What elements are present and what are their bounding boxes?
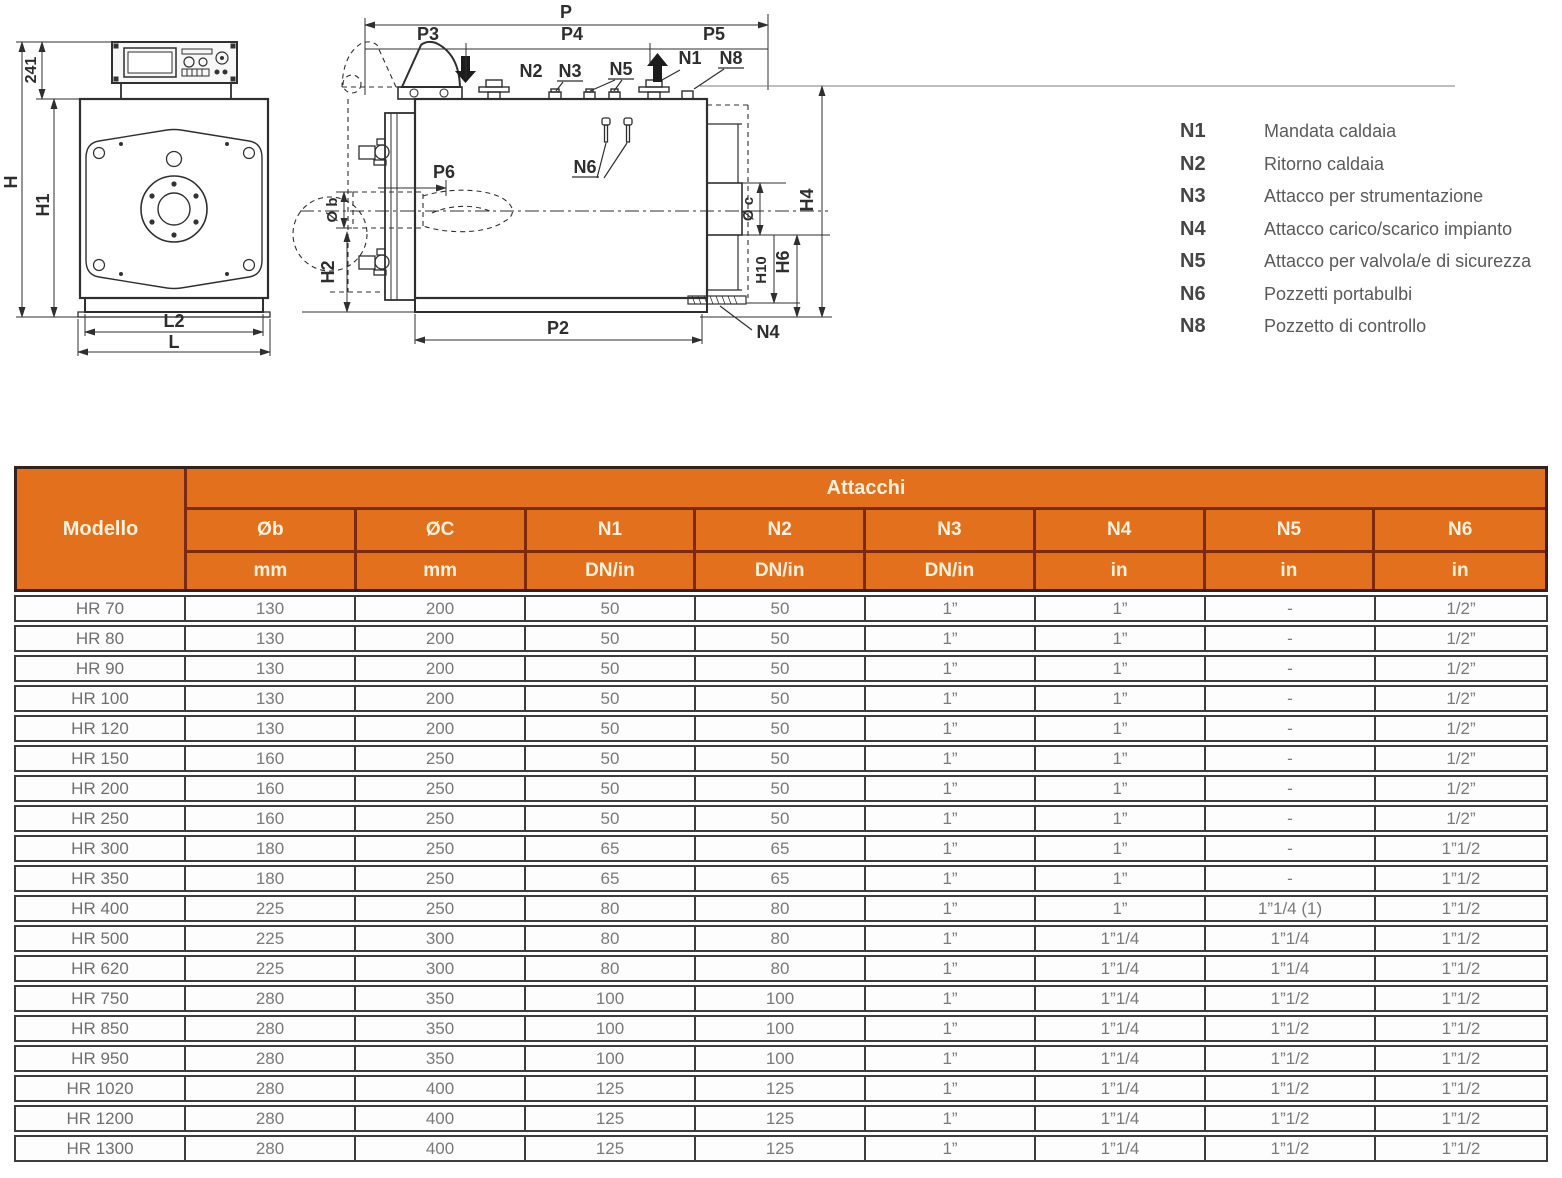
value-cell: 1”	[866, 927, 1036, 950]
value-cell: -	[1206, 597, 1376, 620]
value-cell: 50	[696, 717, 866, 740]
legend-label: Ritorno caldaia	[1264, 153, 1385, 174]
col-header-n6: N6	[1447, 519, 1473, 540]
value-cell: 1/2”	[1446, 779, 1476, 798]
port-N6-label: N6	[573, 157, 597, 177]
model-cell: HR 850	[16, 1017, 186, 1040]
value-cell: 300	[356, 957, 526, 980]
value-cell: 250	[356, 747, 526, 770]
dim-P: P	[559, 2, 573, 22]
value-cell: -	[1206, 747, 1376, 770]
value-cell: 1”1/4	[1206, 927, 1376, 950]
model-cell: HR 200	[16, 777, 186, 800]
table-row	[14, 745, 1548, 772]
value-cell: -	[1206, 627, 1376, 650]
value-cell: 1”1/4	[1036, 927, 1206, 950]
value-cell: 250	[356, 837, 526, 860]
value-cell: 200	[356, 627, 526, 650]
value-cell: 100	[696, 1047, 866, 1070]
legend-label: Pozzetti portabulbi	[1264, 283, 1413, 304]
flue-outlet	[707, 183, 742, 235]
value-cell: 1”	[866, 597, 1036, 620]
connections-table	[14, 466, 1548, 1162]
value-cell: 50	[696, 657, 866, 680]
value-cell: 350	[356, 1047, 526, 1070]
value-cell: 1”	[866, 1047, 1036, 1070]
value-cell: 80	[526, 957, 696, 980]
value-cell: 65	[696, 837, 866, 860]
value-cell: 130	[186, 627, 356, 650]
dim-P2: P2	[546, 318, 570, 338]
value-cell: 125	[696, 1137, 866, 1160]
legend-label: Pozzetto di controllo	[1264, 316, 1427, 336]
value-cell: 1”1/4	[1036, 1047, 1206, 1070]
legend-item-n8	[1180, 315, 1531, 337]
table-row	[14, 955, 1548, 982]
value-cell: 1”	[866, 657, 1036, 680]
value-cell: 1”	[866, 627, 1036, 650]
value-cell: 1”	[866, 897, 1036, 920]
value-cell: -	[1206, 777, 1376, 800]
value-cell: 1”1/2	[1441, 869, 1481, 888]
value-cell: 280	[186, 1077, 356, 1100]
value-cell: 200	[356, 717, 526, 740]
value-cell: 200	[356, 687, 526, 710]
table-row	[14, 805, 1548, 832]
value-cell: 1”	[1036, 717, 1206, 740]
value-cell: 225	[186, 897, 356, 920]
col-unit-6: in	[1206, 553, 1376, 589]
value-cell: 1”1/4 (1)	[1206, 897, 1376, 920]
legend-label: Attacco per strumentazione	[1264, 186, 1484, 206]
dim-Ob: Ø b	[324, 197, 341, 223]
top-connections	[479, 80, 693, 99]
value-cell: 400	[356, 1077, 526, 1100]
col-unit-3: DN/in	[696, 553, 866, 589]
legend-item-n5	[1180, 250, 1531, 272]
legend-code: N2	[1180, 152, 1206, 175]
model-cell: HR 500	[16, 927, 186, 950]
model-cell: HR 400	[16, 897, 186, 920]
dim-L: L	[168, 332, 180, 352]
value-cell: 1”	[866, 1107, 1036, 1130]
value-cell: 100	[696, 1017, 866, 1040]
legend-item-n4	[1180, 218, 1531, 240]
value-cell: 1”	[1036, 867, 1206, 890]
table-row	[14, 1105, 1548, 1132]
value-cell: 200	[356, 597, 526, 620]
value-cell: 1”1/2	[1441, 1109, 1481, 1128]
value-cell: 1”	[1036, 627, 1206, 650]
value-cell: 1”1/4	[1036, 987, 1206, 1010]
port-N5-label: N5	[609, 59, 633, 79]
dim-H2: H2	[318, 260, 338, 284]
dim-H1: H1	[33, 193, 53, 217]
model-cell: HR 1020	[16, 1077, 186, 1100]
value-cell: 300	[356, 927, 526, 950]
legend-item-n1	[1180, 120, 1531, 142]
port-N8-label: N8	[719, 48, 743, 68]
value-cell: 65	[526, 867, 696, 890]
legend-code: N5	[1180, 250, 1206, 272]
value-cell: 1”1/4	[1036, 1107, 1206, 1130]
legend-code: N6	[1180, 282, 1206, 305]
value-cell: 1”	[866, 987, 1036, 1010]
value-cell: -	[1206, 687, 1376, 710]
value-cell: 50	[526, 687, 696, 710]
value-cell: 80	[696, 897, 866, 920]
value-cell: 1”1/2	[1206, 1047, 1376, 1070]
value-cell: 125	[526, 1107, 696, 1130]
value-cell: 100	[526, 1017, 696, 1040]
value-cell: 1”	[1036, 897, 1206, 920]
value-cell: 1”	[1036, 807, 1206, 830]
value-cell: 100	[696, 987, 866, 1010]
value-cell: -	[1206, 837, 1376, 860]
value-cell: 80	[526, 897, 696, 920]
model-cell: HR 70	[16, 597, 186, 620]
value-cell: 280	[186, 1017, 356, 1040]
value-cell: 280	[186, 1047, 356, 1070]
value-cell: 130	[186, 597, 356, 620]
table-row	[14, 685, 1548, 712]
dim-241: 241	[23, 56, 40, 84]
value-cell: 125	[526, 1137, 696, 1160]
value-cell: 1”1/4	[1206, 957, 1376, 980]
ports-legend	[1180, 120, 1531, 348]
model-cell: HR 620	[16, 957, 186, 980]
dim-P3: P3	[416, 24, 440, 44]
value-cell: 1”	[1036, 687, 1206, 710]
legend-label: Attacco per valvola/e di sicurezza	[1264, 251, 1532, 271]
model-cell: HR 120	[16, 717, 186, 740]
col-header-modello: Modello	[17, 469, 187, 589]
value-cell: 50	[526, 597, 696, 620]
value-cell: 180	[186, 867, 356, 890]
value-cell: 180	[186, 837, 356, 860]
model-cell: HR 90	[16, 657, 186, 680]
front-view	[1, 42, 270, 356]
table-header-right	[187, 469, 1545, 589]
model-cell: HR 350	[16, 867, 186, 890]
value-cell: 1”1/2	[1206, 1107, 1376, 1130]
model-cell: HR 750	[16, 987, 186, 1010]
value-cell: 100	[526, 1047, 696, 1070]
boiler-skid	[85, 298, 263, 312]
legend-code: N8	[1180, 315, 1206, 337]
front-plate	[86, 130, 262, 289]
col-header-n2: N2	[696, 510, 866, 550]
value-cell: 1”1/2	[1441, 1019, 1481, 1038]
value-cell: 1”	[866, 687, 1036, 710]
value-cell: 1”	[1036, 597, 1206, 620]
table-row	[14, 1135, 1548, 1162]
value-cell: 1/2”	[1446, 599, 1476, 618]
value-cell: 250	[356, 897, 526, 920]
value-cell: 350	[356, 987, 526, 1010]
value-cell: 1”	[866, 807, 1036, 830]
value-cell: 1”	[1036, 657, 1206, 680]
value-cell: 250	[356, 807, 526, 830]
value-cell: 1”1/2	[1206, 1077, 1376, 1100]
table-body	[14, 595, 1548, 1162]
col-header-øb: Øb	[187, 510, 357, 550]
col-unit-0: mm	[187, 553, 357, 589]
value-cell: 50	[696, 777, 866, 800]
value-cell: 160	[186, 747, 356, 770]
dim-H6: H6	[773, 250, 793, 274]
value-cell: 1/2”	[1446, 809, 1476, 828]
value-cell: 250	[356, 777, 526, 800]
dim-P4: P4	[560, 24, 584, 44]
value-cell: 200	[356, 657, 526, 680]
col-unit-2: DN/in	[527, 553, 697, 589]
value-cell: 1”1/4	[1036, 1137, 1206, 1160]
model-cell: HR 100	[16, 687, 186, 710]
value-cell: -	[1206, 717, 1376, 740]
value-cell: 1”1/2	[1441, 899, 1481, 918]
thermowell-pins	[602, 118, 632, 142]
legend-label: Mandata caldaia	[1264, 121, 1397, 141]
model-cell: HR 250	[16, 807, 186, 830]
value-cell: 280	[186, 987, 356, 1010]
value-cell: 1”1/2	[1206, 1017, 1376, 1040]
table-row	[14, 655, 1548, 682]
value-cell: 1”1/2	[1441, 1139, 1481, 1158]
table-row	[14, 595, 1548, 622]
table-row	[14, 775, 1548, 802]
value-cell: 1”1/2	[1441, 959, 1481, 978]
legend-code: N3	[1180, 185, 1206, 207]
value-cell: 280	[186, 1137, 356, 1160]
value-cell: 1”1/4	[1036, 1017, 1206, 1040]
value-cell: 225	[186, 927, 356, 950]
panel-pedestal	[121, 83, 231, 99]
table-row	[14, 985, 1548, 1012]
value-cell: 1”	[866, 957, 1036, 980]
value-cell: 1”1/4	[1036, 957, 1206, 980]
model-cell: HR 150	[16, 747, 186, 770]
legend-item-n3	[1180, 185, 1531, 207]
value-cell: 280	[186, 1107, 356, 1130]
dim-H10: H10	[753, 256, 770, 284]
column-names-row	[187, 510, 1545, 553]
value-cell: 160	[186, 807, 356, 830]
table-title-attacchi: Attacchi	[187, 469, 1545, 510]
model-cell: HR 80	[16, 627, 186, 650]
value-cell: -	[1206, 867, 1376, 890]
legend-code: N1	[1180, 120, 1206, 142]
value-cell: 1”	[866, 717, 1036, 740]
col-header-n1: N1	[527, 510, 697, 550]
value-cell: 1”1/2	[1441, 839, 1481, 858]
value-cell: 130	[186, 717, 356, 740]
port-N2-label: N2	[519, 61, 543, 81]
table-row	[14, 715, 1548, 742]
value-cell: 50	[526, 747, 696, 770]
value-cell: 50	[696, 747, 866, 770]
value-cell: 65	[696, 867, 866, 890]
value-cell: 1”1/4	[1036, 1077, 1206, 1100]
model-cell: HR 1300	[16, 1137, 186, 1160]
value-cell: 1/2”	[1446, 659, 1476, 678]
legend-label: Attacco carico/scarico impianto	[1264, 218, 1513, 239]
value-cell: 65	[526, 837, 696, 860]
value-cell: 400	[356, 1137, 526, 1160]
value-cell: 350	[356, 1017, 526, 1040]
col-header-n5: N5	[1206, 510, 1376, 550]
value-cell: 50	[696, 807, 866, 830]
value-cell: 50	[696, 687, 866, 710]
value-cell: 50	[526, 627, 696, 650]
value-cell: 1/2”	[1446, 689, 1476, 708]
model-cell: HR 300	[16, 837, 186, 860]
dim-H: H	[1, 175, 21, 189]
value-cell: 50	[696, 597, 866, 620]
value-cell: 1/2”	[1446, 749, 1476, 768]
value-cell: 1”1/2	[1441, 929, 1481, 948]
legend-code: N4	[1180, 217, 1206, 240]
value-cell: 225	[186, 957, 356, 980]
value-cell: 1/2”	[1446, 719, 1476, 738]
value-cell: 130	[186, 657, 356, 680]
value-cell: 50	[526, 807, 696, 830]
value-cell: 1”	[866, 747, 1036, 770]
value-cell: 1”	[866, 1077, 1036, 1100]
model-cell: HR 1200	[16, 1107, 186, 1130]
table-row	[14, 1015, 1548, 1042]
value-cell: 1”	[866, 837, 1036, 860]
value-cell: -	[1206, 657, 1376, 680]
value-cell: 1”	[866, 1017, 1036, 1040]
value-cell: 1”1/2	[1206, 1137, 1376, 1160]
col-unit-7: in	[1451, 560, 1469, 581]
table-row	[14, 835, 1548, 862]
value-cell: 80	[526, 927, 696, 950]
value-cell: 80	[696, 957, 866, 980]
table-row	[14, 925, 1548, 952]
col-header-øc: ØC	[357, 510, 527, 550]
col-unit-1: mm	[357, 553, 527, 589]
value-cell: 1”1/2	[1206, 987, 1376, 1010]
value-cell: 1”1/2	[1441, 1049, 1481, 1068]
value-cell: 1”	[866, 1137, 1036, 1160]
value-cell: 80	[696, 927, 866, 950]
dim-P5: P5	[702, 24, 726, 44]
port-N3-label: N3	[558, 61, 582, 81]
value-cell: 125	[696, 1077, 866, 1100]
table-row	[14, 1075, 1548, 1102]
value-cell: 1”	[866, 777, 1036, 800]
table-row	[14, 895, 1548, 922]
value-cell: 125	[526, 1077, 696, 1100]
column-units-row	[187, 553, 1545, 589]
value-cell: 50	[526, 717, 696, 740]
legend-item-n2	[1180, 153, 1531, 175]
value-cell: 50	[526, 657, 696, 680]
dim-Oc: Ø c	[740, 196, 757, 222]
col-header-n4: N4	[1036, 510, 1206, 550]
front-door	[385, 113, 415, 300]
value-cell: 250	[356, 867, 526, 890]
value-cell: 130	[186, 687, 356, 710]
value-cell: 1”	[1036, 747, 1206, 770]
value-cell: 1”	[1036, 837, 1206, 860]
dim-H4: H4	[797, 188, 817, 212]
col-unit-5: in	[1036, 553, 1206, 589]
col-unit-4: DN/in	[866, 553, 1036, 589]
value-cell: 1”1/2	[1441, 1079, 1481, 1098]
value-cell: 400	[356, 1107, 526, 1130]
boiler-body-side	[415, 99, 707, 298]
dim-P6: P6	[432, 162, 456, 182]
value-cell: -	[1206, 807, 1376, 830]
port-N4-label: N4	[756, 322, 780, 342]
table-row	[14, 625, 1548, 652]
table-row	[14, 865, 1548, 892]
dim-L2: L2	[163, 311, 185, 331]
value-cell: 100	[526, 987, 696, 1010]
model-cell: HR 950	[16, 1047, 186, 1070]
col-header-n3: N3	[866, 510, 1036, 550]
value-cell: 1/2”	[1446, 629, 1476, 648]
value-cell: 160	[186, 777, 356, 800]
value-cell: 1”	[866, 867, 1036, 890]
value-cell: 125	[696, 1107, 866, 1130]
value-cell: 1”1/2	[1441, 989, 1481, 1008]
port-N1-label: N1	[678, 48, 702, 68]
value-cell: 50	[526, 777, 696, 800]
table-header	[14, 466, 1548, 592]
table-row	[14, 1045, 1548, 1072]
legend-item-n6	[1180, 283, 1531, 305]
value-cell: 50	[696, 627, 866, 650]
value-cell: 1”	[1036, 777, 1206, 800]
